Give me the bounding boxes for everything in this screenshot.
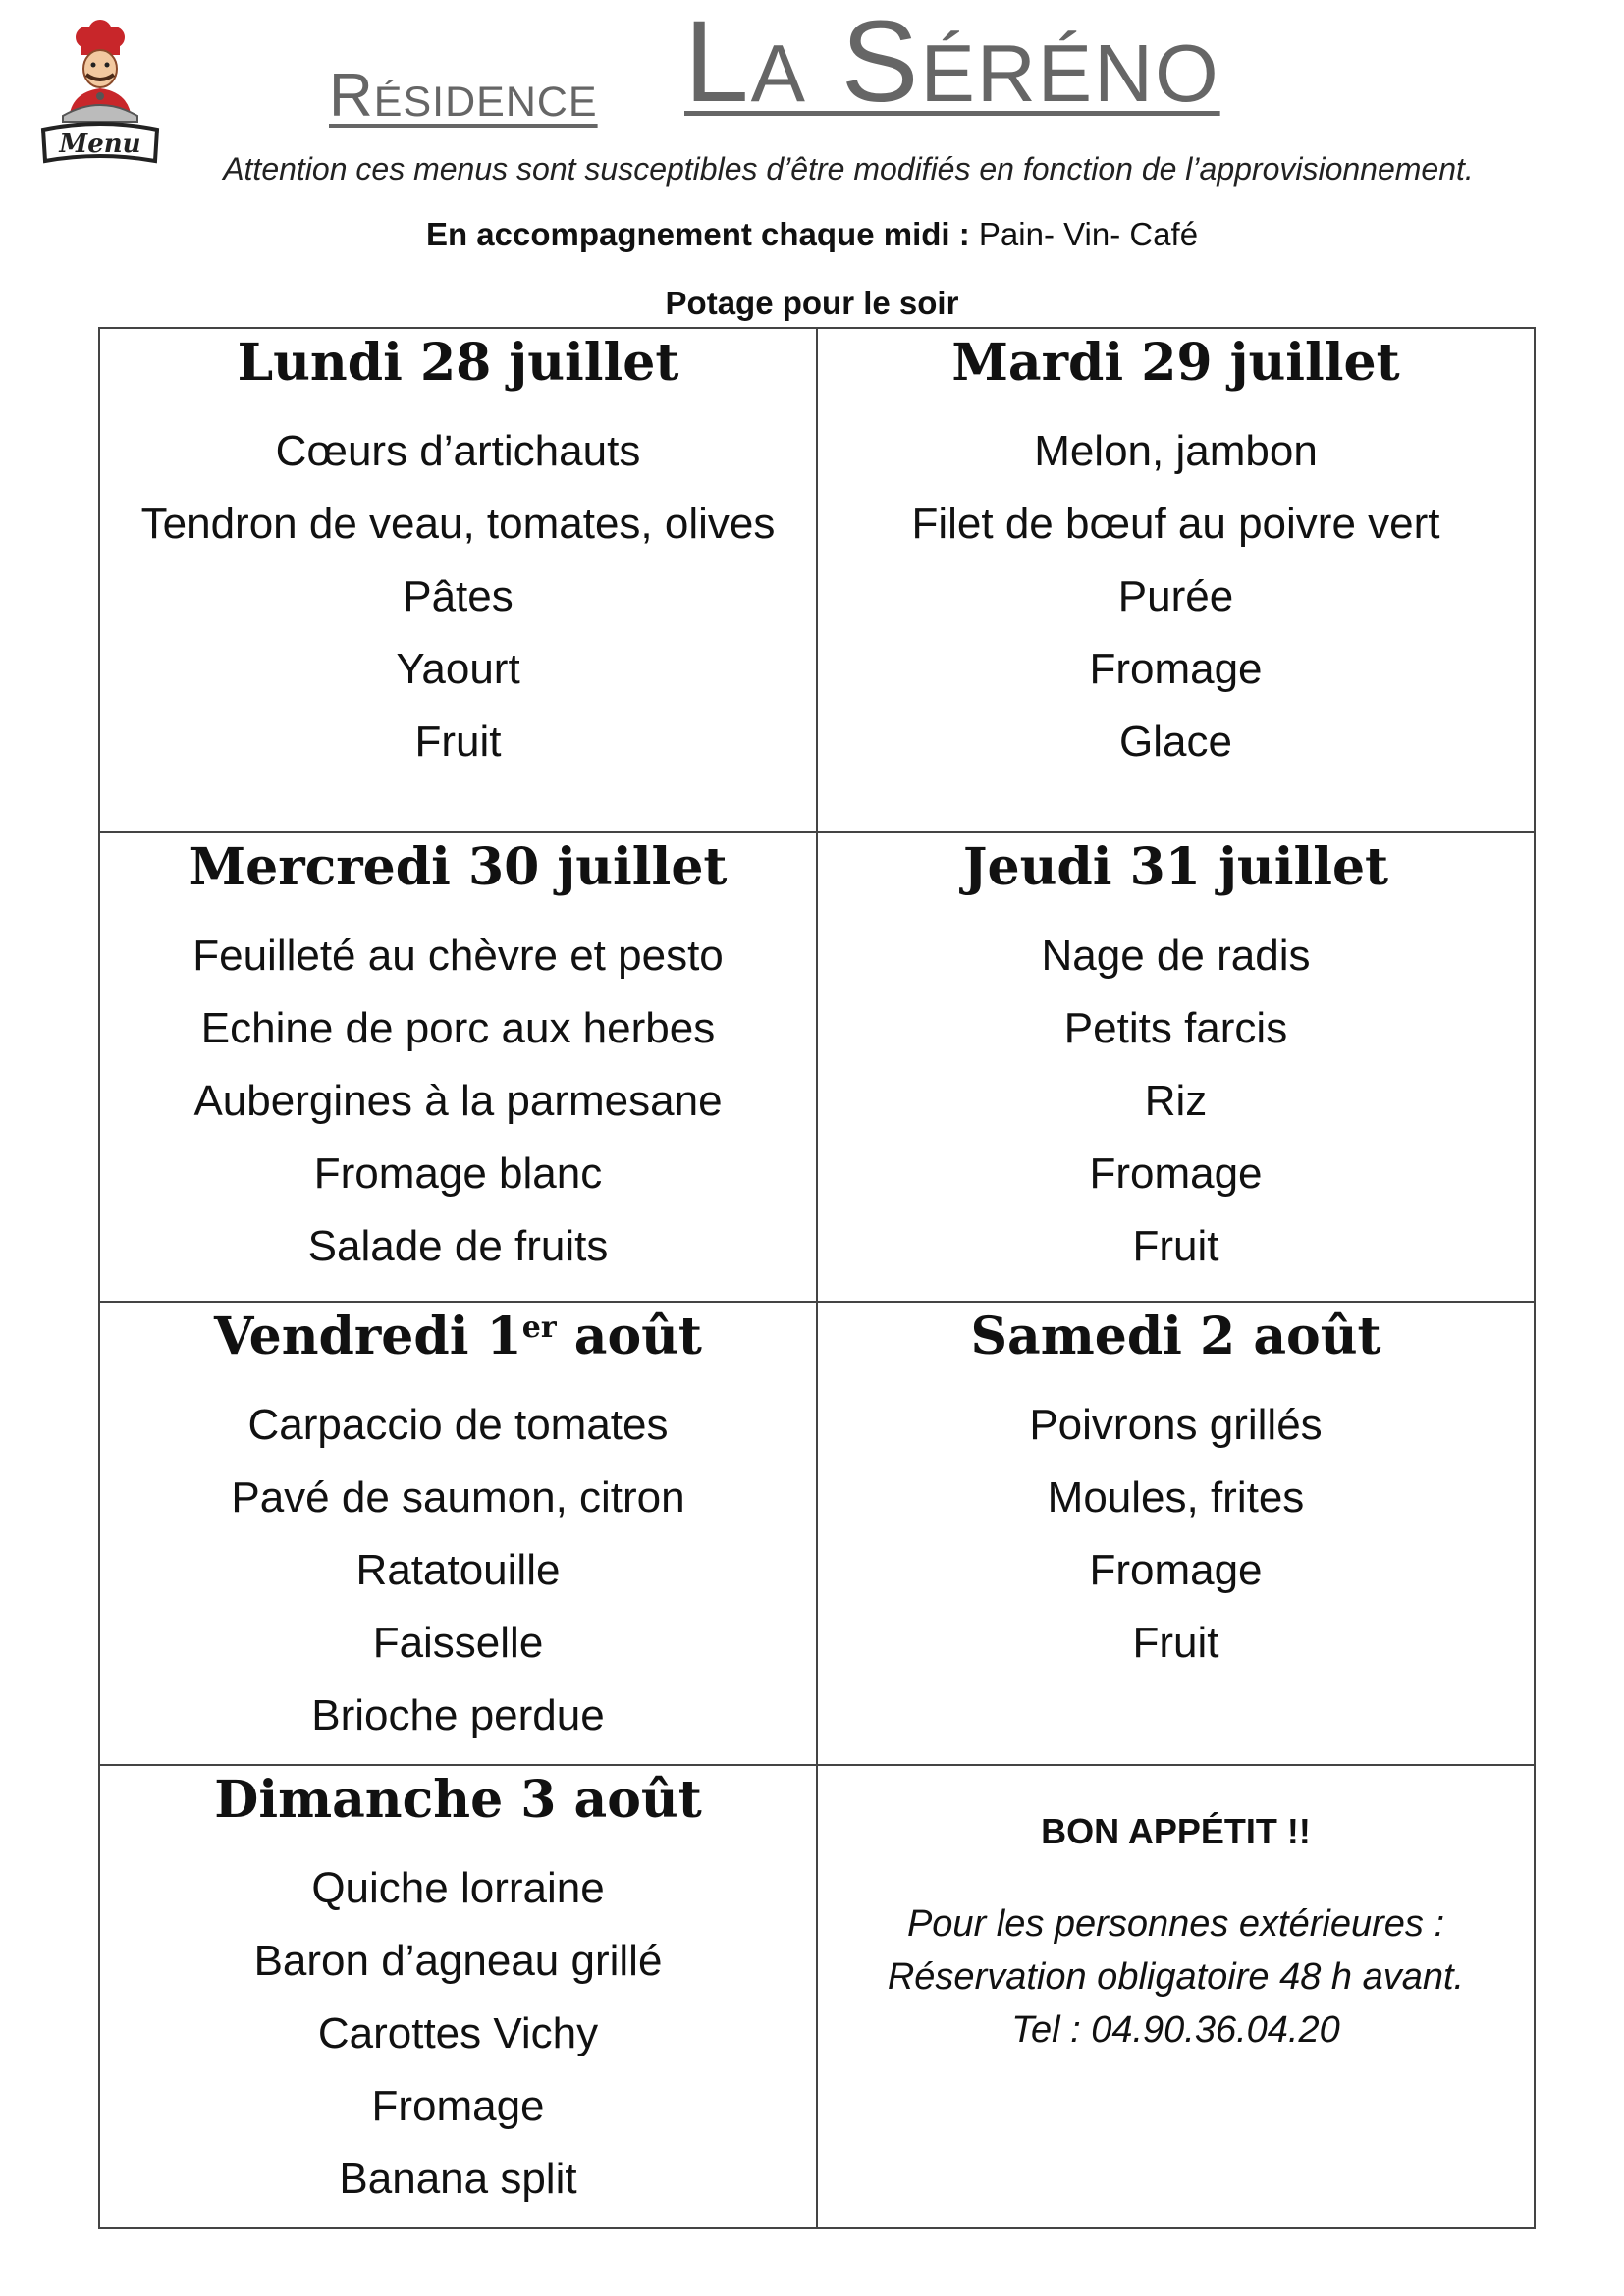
dish-item: Fruit xyxy=(414,718,502,767)
dish-item: Carottes Vichy xyxy=(317,2009,599,2058)
dish-item: Filet de bœuf au poivre vert xyxy=(911,500,1440,549)
dish-item: Brioche perdue xyxy=(311,1691,605,1740)
chef-icon xyxy=(63,20,137,122)
dish-item: Fruit xyxy=(1132,1222,1219,1271)
dish-item: Cœurs d’artichauts xyxy=(275,427,641,476)
dish-item: Yaourt xyxy=(396,645,520,694)
dish-item: Salade de fruits xyxy=(307,1222,609,1271)
day-title: Lundi 28 juillet xyxy=(237,333,679,393)
dish-item: Petits farcis xyxy=(1063,1004,1288,1053)
day-cell-thursday xyxy=(817,832,1535,1302)
day-cell-sunday xyxy=(99,1765,817,2228)
dish-item: Baron d’agneau grillé xyxy=(253,1937,663,1986)
dish-item: Quiche lorraine xyxy=(311,1864,605,1913)
phone-line: Tel : 04.90.36.04.20 xyxy=(1011,2009,1340,2051)
day-cell-friday xyxy=(99,1302,817,1765)
dish-item: Nage de radis xyxy=(1041,932,1311,981)
chef-menu-logo xyxy=(35,14,165,171)
accompaniment-line xyxy=(0,216,1624,253)
residence-word: Résidence xyxy=(329,62,598,130)
day-cell-saturday xyxy=(817,1302,1535,1765)
reservation-line: Réservation obligatoire 48 h avant. xyxy=(887,1956,1465,1998)
external-guests-line: Pour les personnes extérieures : xyxy=(906,1903,1445,1945)
accompaniment-label: En accompagnement chaque midi : xyxy=(425,216,970,252)
logo-text: Menu xyxy=(59,130,141,159)
dish-item: Faisselle xyxy=(372,1619,544,1668)
dish-item: Aubergines à la parmesane xyxy=(193,1077,723,1126)
dish-item: Banana split xyxy=(339,2155,577,2204)
day-title: Mardi 29 juillet xyxy=(951,333,1400,393)
dish-item: Pâtes xyxy=(403,572,514,621)
day-title: Mercredi 30 juillet xyxy=(189,837,728,897)
weekly-menu-table xyxy=(98,327,1536,2229)
day-title: Samedi 2 août xyxy=(970,1307,1381,1366)
day-title: Dimanche 3 août xyxy=(214,1770,702,1830)
dish-item: Glace xyxy=(1119,718,1232,767)
evening-note: Potage pour le soir xyxy=(665,285,959,321)
dish-item: Pavé de saumon, citron xyxy=(231,1473,685,1522)
day-title: Vendredi 1er août xyxy=(214,1307,702,1366)
notice-text: Attention ces menus sont susceptibles d’être modifiés en fonction de l’approvisionnement. xyxy=(223,151,1474,187)
dish-item: Fruit xyxy=(1132,1619,1219,1668)
dish-item: Echine de porc aux herbes xyxy=(200,1004,716,1053)
day-cell-monday xyxy=(99,328,817,832)
dish-item: Carpaccio de tomates xyxy=(247,1401,669,1450)
bon-appetit-text: BON APPÉTIT !! xyxy=(1041,1811,1311,1851)
dish-item: Fromage xyxy=(1089,645,1263,694)
day-title: Jeudi 31 juillet xyxy=(962,837,1389,897)
dish-item: Purée xyxy=(1117,572,1234,621)
dish-item: Fromage blanc xyxy=(313,1149,603,1199)
day-cell-tuesday xyxy=(817,328,1535,832)
dish-item: Tendron de veau, tomates, olives xyxy=(140,500,776,549)
dish-item: Poivrons grillés xyxy=(1029,1401,1323,1450)
dish-item: Moules, frites xyxy=(1047,1473,1305,1522)
dish-item: Fromage xyxy=(371,2082,545,2131)
day-cell-wednesday xyxy=(99,832,817,1302)
residence-name: La Séréno xyxy=(684,0,1220,127)
accompaniment-value: Pain- Vin- Café xyxy=(978,216,1199,252)
dish-item: Fromage xyxy=(1089,1546,1263,1595)
dish-item: Melon, jambon xyxy=(1034,427,1318,476)
dish-item: Ratatouille xyxy=(355,1546,561,1595)
info-cell xyxy=(817,1765,1535,2228)
dish-item: Feuilleté au chèvre et pesto xyxy=(192,932,724,981)
dish-item: Fromage xyxy=(1089,1149,1263,1199)
dish-item: Riz xyxy=(1144,1077,1208,1126)
